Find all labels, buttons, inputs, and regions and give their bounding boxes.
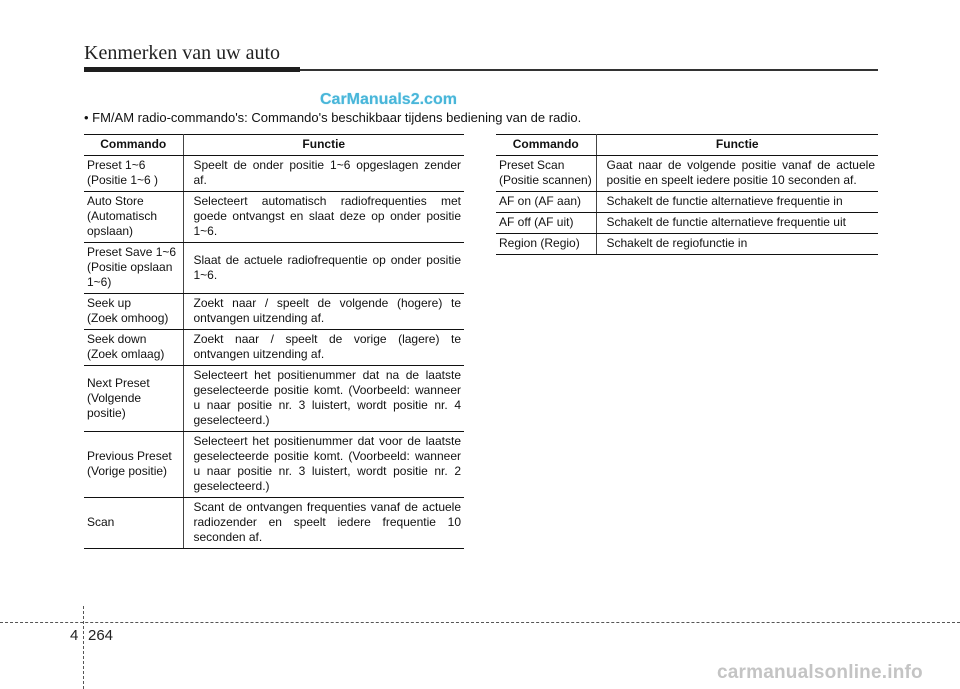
fm-am-commands-table-right xyxy=(496,134,878,255)
table-row xyxy=(84,366,464,432)
function-cell: Zoekt naar / speelt de vorige (lagere) te ontvangen uitzending af. xyxy=(183,330,464,366)
function-cell: Scant de ontvangen frequenties vanaf de actuele radiozender en speelt iedere frequentie 10 seconden af. xyxy=(183,498,464,549)
table-row xyxy=(84,330,464,366)
command-cell: Seek up (Zoek omhoog) xyxy=(84,294,183,330)
column-header-command: Commando xyxy=(84,135,183,156)
command-cell: Preset Scan (Positie scannen) xyxy=(496,156,596,192)
function-cell: Schakelt de regiofunctie in xyxy=(596,234,878,255)
footer-vertical-divider xyxy=(83,606,84,689)
table-row xyxy=(84,498,464,549)
table-row xyxy=(496,213,878,234)
column-header-function: Functie xyxy=(183,135,464,156)
function-cell: Gaat naar de volgende positie vanaf de actuele positie en speelt iedere positie 10 seconden af. xyxy=(596,156,878,192)
command-cell: Next Preset (Volgende positie) xyxy=(84,366,183,432)
command-cell: Preset 1~6 (Positie 1~6 ) xyxy=(84,156,183,192)
table-row xyxy=(496,156,878,192)
table-row xyxy=(496,234,878,255)
function-cell: Schakelt de functie alternatieve frequentie in xyxy=(596,192,878,213)
table-row xyxy=(496,192,878,213)
watermark-bottom: carmanualsonline.info xyxy=(717,662,923,683)
command-cell: AF off (AF uit) xyxy=(496,213,596,234)
command-cell: AF on (AF aan) xyxy=(496,192,596,213)
table-row xyxy=(84,192,464,243)
table-row xyxy=(84,156,464,192)
table-row xyxy=(84,432,464,498)
section-title: Kenmerken van uw auto xyxy=(84,42,281,64)
function-cell: Slaat de actuele radiofrequentie op onder positie 1~6. xyxy=(183,243,464,294)
header-bar xyxy=(84,67,300,72)
column-header-function: Functie xyxy=(596,135,878,156)
command-cell: Region (Regio) xyxy=(496,234,596,255)
footer-divider xyxy=(0,622,960,623)
function-cell: Selecteert het positienummer dat voor de laatste geselecteerde positie komt. (Voorbeeld: wanneer u naar positie nr. 3 luistert, wordt positie nr. 2 geselecteerd.) xyxy=(183,432,464,498)
table-header-row xyxy=(84,135,464,156)
function-cell: Zoekt naar / speelt de volgende (hogere) te ontvangen uitzending af. xyxy=(183,294,464,330)
intro-text: • FM/AM radio-commando's: Commando's beschikbaar tijdens bediening van de radio. xyxy=(84,110,582,125)
command-cell: Preset Save 1~6 (Positie opslaan 1~6) xyxy=(84,243,183,294)
function-cell: Speelt de onder positie 1~6 opgeslagen zender af. xyxy=(183,156,464,192)
fm-am-commands-table-left xyxy=(84,134,464,549)
watermark-top: CarManuals2.com xyxy=(320,91,457,108)
command-cell: Seek down (Zoek omlaag) xyxy=(84,330,183,366)
chapter-number: 4 xyxy=(70,627,79,644)
function-cell: Schakelt de functie alternatieve frequentie uit xyxy=(596,213,878,234)
table-row xyxy=(84,294,464,330)
page-number: 264 xyxy=(88,627,114,644)
function-cell: Selecteert het positienummer dat na de laatste geselecteerde positie komt. (Voorbeeld: wanneer u naar positie nr. 3 luistert, wordt positie nr. 4 geselecteerd.) xyxy=(183,366,464,432)
command-cell: Auto Store (Automatisch opslaan) xyxy=(84,192,183,243)
table-row xyxy=(84,243,464,294)
function-cell: Selecteert automatisch radiofrequenties met goede ontvangst en slaat deze op onder positie 1~6. xyxy=(183,192,464,243)
column-header-command: Commando xyxy=(496,135,596,156)
header-rule xyxy=(300,69,878,71)
command-cell: Scan xyxy=(84,498,183,549)
table-header-row xyxy=(496,135,878,156)
command-cell: Previous Preset (Vorige positie) xyxy=(84,432,183,498)
